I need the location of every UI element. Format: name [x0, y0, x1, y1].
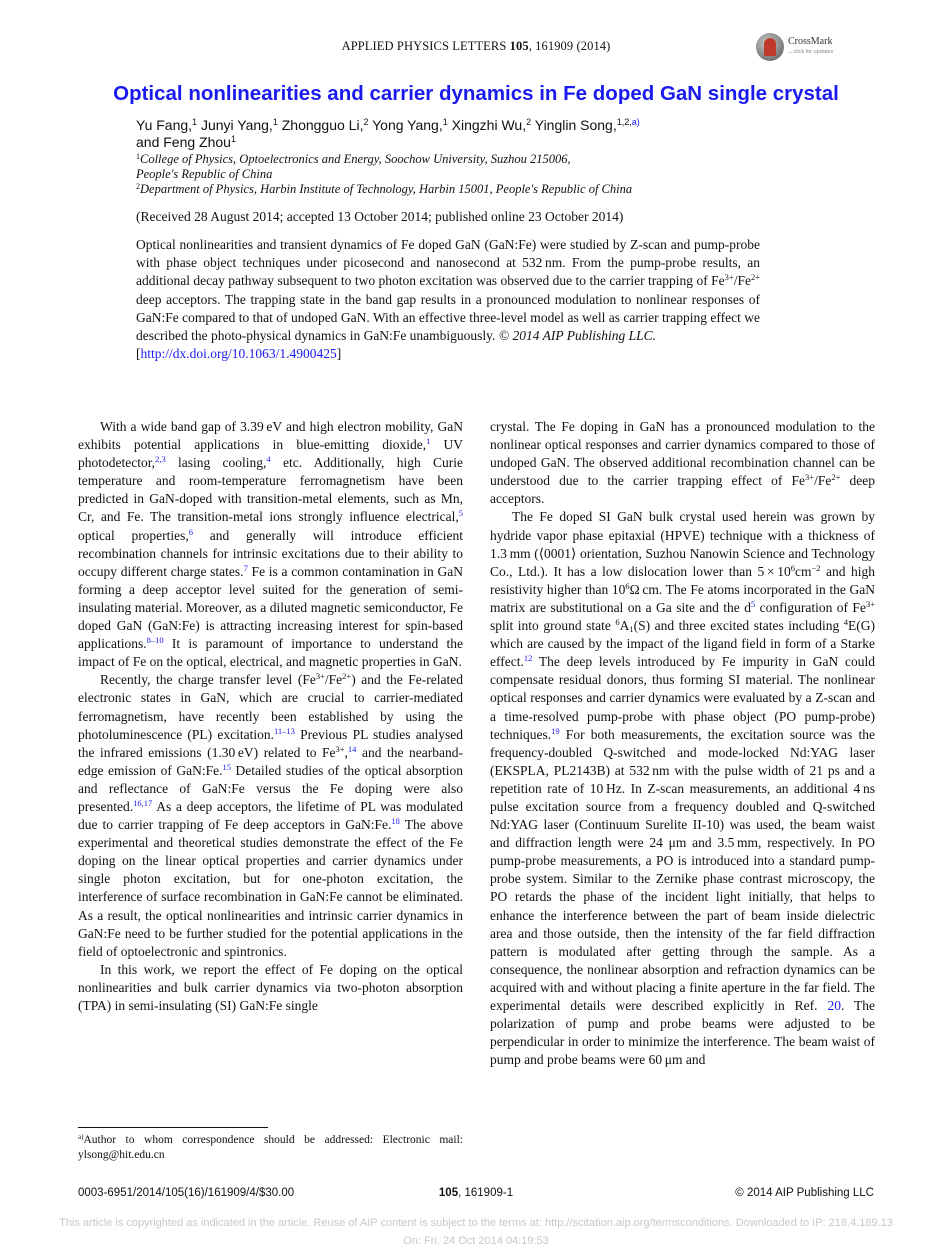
crossmark-label: CrossMark: [788, 36, 833, 47]
citation-link[interactable]: 16,17: [133, 797, 153, 808]
author: Yinglin Song,: [534, 117, 617, 133]
citation-link[interactable]: 1: [426, 436, 431, 447]
footnote: $^{a)}$Author to whom correspondence should be addressed: Electronic mail: ylsong@hit.edu.cn: [78, 1133, 463, 1161]
footer-issn: 0003-6951/2014/105(16)/161909/4/$30.00: [78, 1187, 295, 1199]
journal-article-info: , 161909 (2014): [528, 39, 611, 53]
author: Yong Yang,: [372, 117, 443, 133]
download-timestamp: On: Fri, 24 Oct 2014 04:19:53: [403, 1235, 549, 1247]
author: Xingzhi Wu,: [451, 117, 527, 133]
affiliation-1-cont: People's Republic of China: [136, 167, 273, 181]
citation-link[interactable]: 4: [266, 454, 271, 465]
citation-link[interactable]: 20: [827, 998, 841, 1013]
affiliation-2: $^2$Department of Physics, Harbin Institute of Technology, Harbin 15001, People's Republic of China: [136, 182, 633, 196]
paragraph: With a wide band gap of 3.39 eV and high electron mobility, GaN exhibits potential applications in blue-emitting dioxide,$^1$ UV photodetector,$^{2,3}$ lasing cooling,$^4$ etc. Additionally, high Curie temperature and room-temperature ferromagnetism have been predicted in GaN-doped with transition-metal elements, such as Mn, Cr, and Fe. The transition-metal ions strongly influence electrical,$^5$ optical properties,$^6$ and generally will introduce efficient recombination channels for intrinsic excitations due to their ability to occupy different charge states.$^7$ Fe is a common contamination in GaN forming a deep acceptor level suited for the generation of semi-insulating material. Moreover, as a diluted magnetic semiconductor, Fe doped GaN (GaN:Fe) is attracting increasing interest for spin-based applications.$^{8-10}$ It is paramount of importance to understand the impact of Fe on the optical, electrical, and magnetic properties in GaN.: [78, 419, 464, 670]
paragraph: The Fe doped SI GaN bulk crystal used herein was grown by hydride vapor phase epitaxial (HPVE) technique with a thickness of 1.3 mm (⟨0001⟩ orientation, Suzhou Nanowin Science and Technology Co., Ltd.). It has a low dislocation lower than $5 \times 10^6cm^{-2}$ and high resistivity higher than $10^6\Omega$ cm. The Fe atoms incorporated in the GaN matrix are substitutional on a Ga site and the d$^5$ configuration of $Fe^{3+}$ split into ground state $^6A_1(S)$ and three excited states including $^4$E(G) which are caused by the impact of the ligand field in form of a Starke effect.$^{12}$ The deep levels introduced by Fe impurity in GaN could compensate residual donors, thus forming SI material. The nonlinear optical responses and carrier dynamics were evaluated by a Z-scan and a time-resolved pump-probe with phase object (PO pump-probe) techniques.$^{19}$ For both measurements, the excitation source was the frequency-doubled Q-switched and mode-locked Nd:YAG laser (EKSPLA, PL2143B) at 532 nm with the pulse width of 21 ps and a repetition rate of 10 Hz. In Z-scan measurements, an additional 4 ns pulse excitation source from a frequency doubled and Q-switched Nd:YAG laser (Continuum Surelite II-10) was used, the beam waist and diffraction length were 24 μm and 3.5 mm, respectively. In PO pump-probe measurements, a PO is introduced into a standard pump-probe system. Similar to the Zernike phase contrast microscopy, the PO retards the phase of the incident light initially, that helps to enhance the interference between the part of beam inside dielectric area and those outside, then the intensity of the far field diffraction pattern is modulated after getting through the sample. As a consequence, the nonlinear absorption and refraction dynamics can be acquired with and without placing a finite aperture in the far field. The experimental details were described explicitly in Ref. 20. The polarization of pump and probe beams were adjusted to be perpendicular in order to minimize the interference. The beam waist of pump and probe beams were 60 μm and: [490, 509, 875, 1068]
crossmark-icon: [756, 33, 784, 61]
abstract: Optical nonlinearities and transient dynamics of Fe doped GaN (GaN:Fe) were studied by Z-scan and pump-probe with phase object techniques under picosecond and nanosecond at 532 nm. From the pump-probe results, an additional decay pathway subsequent to two photon excitation was observed due to the carrier trapping of $Fe^{3+}/Fe^{2+}$ deep acceptors. The trapping state in the band gap results in a pronounced modulation to nonlinear responses of GaN:Fe compared to that of undoped GaN. With an effective three-level model as well as carrier trapping effect we described the photo-physical dynamics in GaN:Fe unambiguously. © 2014 AIP Publishing LLC. [http://dx.doi.org/10.1063/1.4900425]: [136, 237, 760, 362]
article-title: Optical nonlinearities and carrier dynamics in Fe doped GaN single crystal: [113, 82, 839, 105]
citation-link[interactable]: 14: [347, 743, 357, 754]
citation-link[interactable]: 5: [750, 598, 756, 609]
citation-link[interactable]: 15: [222, 761, 231, 772]
doi-link[interactable]: http://dx.doi.org/10.1063/1.4900425: [140, 346, 337, 362]
footnote-divider: [78, 1127, 268, 1128]
journal-volume: 105: [509, 39, 529, 53]
citation-link[interactable]: 19: [551, 725, 560, 736]
citation-link[interactable]: 8–10: [146, 635, 164, 646]
author-list: Yu Fang,$^1$ Junyi Yang,$^1$ Zhongguo Li,$^2$ Yong Yang,$^1$ Xingzhi Wu,$^2$ Yinglin Song,$^{1,2,a)}$ and Feng Zhou$^1$: [136, 117, 640, 150]
footnote-link[interactable]: a): [631, 117, 640, 127]
affiliation-1: $^1$College of Physics, Optoelectronics and Energy, Soochow University, Suzhou 215006,: [136, 152, 571, 166]
arrow-left-icon: ←: [788, 49, 794, 55]
citation-link[interactable]: 5: [458, 508, 463, 519]
footer-page-number: 105, 161909-1: [438, 1187, 514, 1199]
citation-link[interactable]: 11–13: [273, 725, 295, 736]
download-notice: This article is copyrighted as indicated in the article. Reuse of AIP content is subject to the terms at: http://scitation.aip.org/termsconditions. Downloaded to IP: 218.4.189.13: [59, 1217, 893, 1229]
body-column-left: [78, 418, 463, 1015]
citation-link[interactable]: 12: [523, 653, 533, 664]
paragraph: In this work, we report the effect of Fe doping on the optical nonlinearities and bulk carrier dynamics via two-photon absorption (TPA) in semi-insulating (SI) GaN:Fe single: [78, 961, 463, 1013]
paragraph: crystal. The Fe doping in GaN has a pronounced modulation to the nonlinear optical responses and carrier dynamics compared to those of undoped GaN. The observed additional recombination channel can be understood due to the carrier trapping effect of $Fe^{3+}/Fe^{2+}$ deep acceptors.: [490, 419, 875, 507]
body-column-right: [490, 418, 875, 1069]
crossmark-badge[interactable]: [756, 33, 856, 65]
author: and Feng Zhou: [136, 134, 231, 150]
crossmark-sublabel: ←click for updates: [788, 49, 834, 55]
received-dates: (Received 28 August 2014; accepted 13 October 2014; published online 23 October 2014): [136, 209, 624, 224]
author: Junyi Yang,: [200, 117, 273, 133]
citation-link[interactable]: 18: [391, 816, 400, 827]
footer-copyright: © 2014 AIP Publishing LLC: [735, 1187, 874, 1199]
paragraph: Recently, the charge transfer level $(Fe^{3+}/Fe^{2+})$ and the Fe-related electronic states in GaN, which are crucial to carrier-mediated ferromagnetism, have recently been established by using the photoluminescence (PL) excitation.$^{11-13}$ Previous PL studies analysed the infrared emissions (1.30 eV) related to $Fe^{3+},^{14}$ and the nearband-edge emission of GaN:Fe.$^{15}$ Detailed studies of the optical absorption and reflectance of GaN:Fe versus the Fe doping were also presented.$^{16,17}$ As a deep acceptors, the lifetime of PL was modulated due to carrier trapping of Fe deep acceptors in GaN:Fe.$^{18}$ The above experimental and theoretical studies demonstrate the effect of the Fe doping on the linear optical properties and carrier dynamics under single photon excitation, but for one-photon excitation, the interference of surface recombination in GaN:Fe cannot be eliminated. As a result, the optical nonlinearities and intrinsic carrier dynamics in GaN:Fe need to be further studied for the potential applications in the field of optoelectronic and spintronics.: [78, 671, 464, 959]
citation-link[interactable]: 6: [188, 526, 194, 537]
author: Zhongguo Li,: [281, 117, 364, 133]
author: Yu Fang,: [136, 117, 193, 133]
journal-name: APPLIED PHYSICS LETTERS: [341, 39, 507, 53]
citation-link[interactable]: 2,3: [155, 454, 166, 465]
copyright: © 2014 AIP Publishing LLC.: [498, 328, 656, 344]
affiliations: [136, 152, 756, 197]
citation-link[interactable]: 7: [243, 562, 248, 573]
